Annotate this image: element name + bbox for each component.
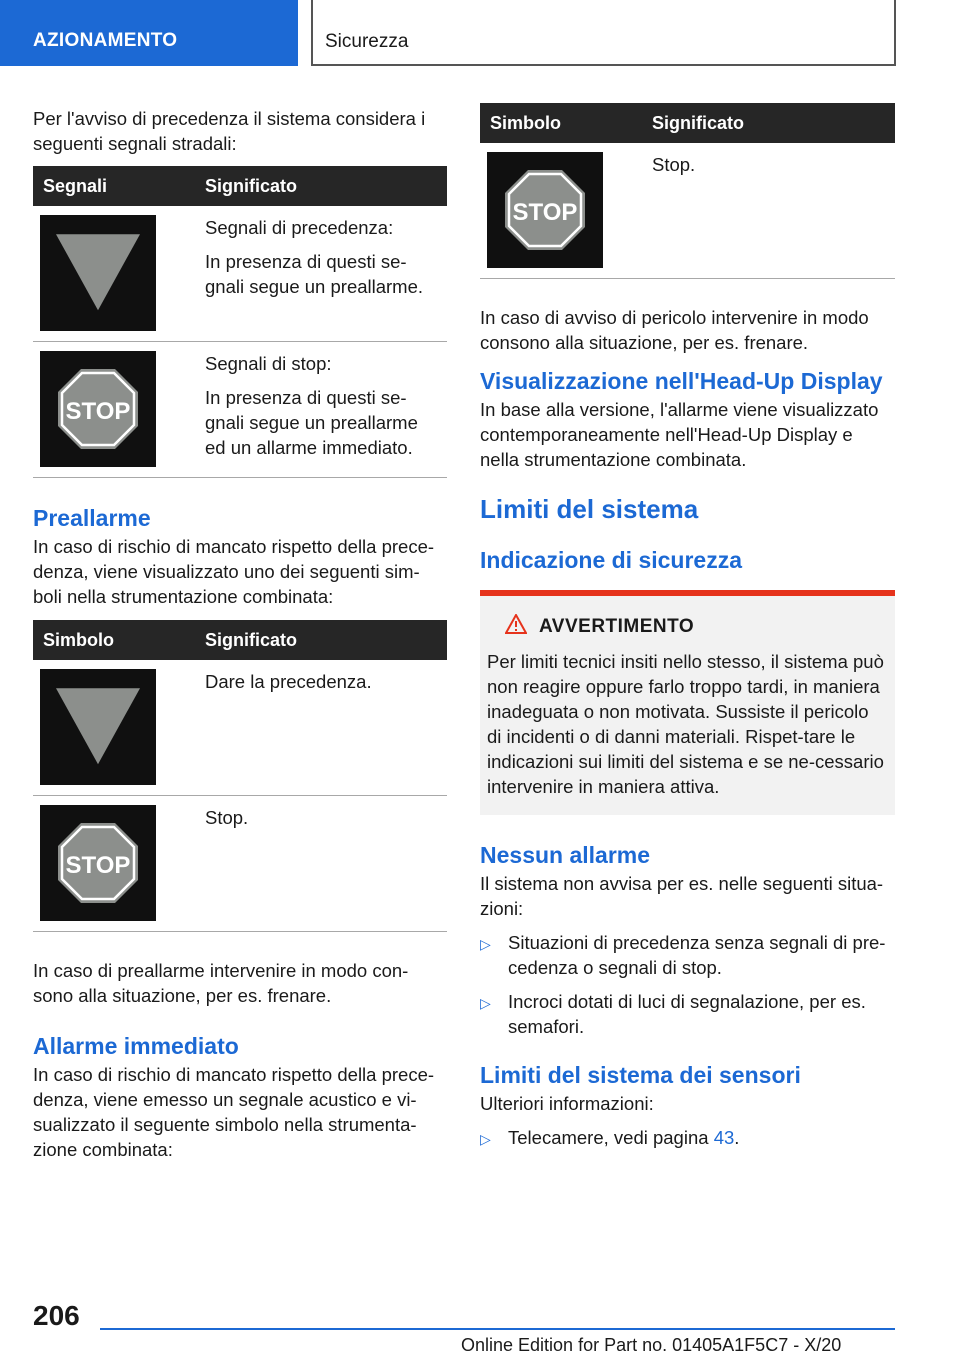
yield-sign-icon <box>40 669 156 785</box>
column-header-meaning: Significato <box>205 629 298 650</box>
warning-triangle-icon <box>505 614 527 639</box>
prealarm-heading: Preallarme <box>33 505 151 531</box>
row-text: ed un allarme immediato. <box>205 437 413 458</box>
bullet-triangle-icon: ▷ <box>480 995 491 1011</box>
page-link[interactable]: 43 <box>713 1127 735 1148</box>
chapter-title: Sicurezza <box>325 31 409 52</box>
chapter-tab <box>311 0 896 66</box>
no-alarm-heading: Nessun allarme <box>480 842 651 868</box>
column-header-meaning: Significato <box>205 175 298 196</box>
intro-text: Per l'avviso di precedenza il sistema considera i seguenti segnali stradali: <box>33 108 426 154</box>
table-header <box>480 103 895 143</box>
stop-sign-icon <box>40 805 156 921</box>
hud-text: In base alla versione, l'allarme viene visualizzato contemporaneamente nell'Head-Up Display e nella strumentazione combinata. <box>480 399 879 470</box>
table-header <box>33 620 447 660</box>
signs-table <box>33 166 447 478</box>
table-row <box>33 796 447 932</box>
row-text: Segnali di stop: <box>205 353 332 374</box>
warning-text: Per limiti tecnici insiti nello stesso, il sistema può non reagire oppure farlo troppo tardi, in maniera inadeguata o non motivata. Sussiste il pericolo di incidenti o di danni materiali. Rispet-tare le indicazioni sui limiti del sistema e se ne-cessario intervenire in maniera attiva. <box>487 651 884 797</box>
stop-sign-icon <box>40 351 156 467</box>
column-header-symbol: Simbolo <box>43 629 114 650</box>
svg-text:STOP: STOP <box>65 852 131 879</box>
section-tab <box>0 0 298 66</box>
bullet-triangle-icon: ▷ <box>480 1131 491 1147</box>
limits-heading: Limiti del sistema <box>480 494 699 524</box>
row-text: Stop. <box>652 154 696 175</box>
row-text: Segnali di precedenza: <box>205 217 394 238</box>
row-text: In presenza di questi se- <box>205 387 407 408</box>
immediate-alarm-text: In caso di rischio di mancato rispetto della prece-denza, viene emesso un segnale acustico e vi-sualizzato il seguente simbolo nella strumenta-zione combinata: <box>33 1064 435 1160</box>
no-alarm-list <box>480 930 895 1039</box>
footer-edition: Online Edition for Part no. 01405A1F5C7 - X/20 <box>461 1335 842 1355</box>
danger-action-text: In caso di avviso di pericolo intervenire in modo consono alla situazione, per es. frenare. <box>480 307 869 353</box>
sensor-limits-heading: Limiti del sistema dei sensori <box>480 1062 801 1088</box>
row-text: Dare la precedenza. <box>205 671 372 692</box>
bullet-triangle-icon: ▷ <box>480 936 491 952</box>
prealarm-symbols-table <box>33 620 447 932</box>
warning-box <box>480 590 895 815</box>
warning-title: AVVERTIMENTO <box>539 615 695 637</box>
list-item: ▷ Situazioni di precedenza senza segnali di pre-cedenza o segnali di stop. <box>480 932 886 978</box>
sensor-text: Ulteriori informazioni: <box>480 1093 654 1114</box>
yield-sign-icon <box>40 215 156 331</box>
table-row <box>480 143 895 279</box>
row-text: gnali segue un preallarme. <box>205 276 424 297</box>
hud-heading: Visualizzazione nell'Head-Up Display <box>480 368 883 394</box>
svg-text:STOP: STOP <box>512 199 578 226</box>
right-column <box>480 103 895 1152</box>
page-number: 206 <box>33 1300 80 1331</box>
svg-text:STOP: STOP <box>65 398 131 425</box>
column-header-symbol: Simbolo <box>490 112 561 133</box>
table-row <box>33 660 447 796</box>
safety-heading: Indicazione di sicurezza <box>480 547 743 573</box>
table-row <box>33 342 447 478</box>
prealarm-action-text: In caso di preallarme intervenire in modo con-sono alla situazione, per es. frenare. <box>33 960 409 1006</box>
table-header <box>33 166 447 206</box>
stop-sign-icon <box>487 152 603 268</box>
column-header-signs: Segnali <box>43 175 108 196</box>
sensor-list <box>480 1125 895 1152</box>
immediate-alarm-heading: Allarme immediato <box>33 1033 239 1059</box>
row-text: gnali segue un preallarme <box>205 412 418 433</box>
section-title: AZIONAMENTO <box>33 30 178 51</box>
table-row <box>33 206 447 342</box>
row-text: In presenza di questi se- <box>205 251 407 272</box>
row-text: Stop. <box>205 807 249 828</box>
list-item: ▷ Incroci dotati di luci di segnalazione, per es. semafori. <box>480 991 866 1037</box>
footer-divider <box>100 1328 895 1330</box>
prealarm-text: In caso di rischio di mancato rispetto della prece-denza, viene visualizzato uno dei seguenti sim-boli nella strumentazione combinata: <box>33 536 435 607</box>
column-header-meaning: Significato <box>652 112 745 133</box>
list-item: ▷ Telecamere, vedi pagina 43. <box>480 1125 895 1152</box>
immediate-symbols-table <box>480 103 895 279</box>
left-column <box>33 100 447 1162</box>
no-alarm-text: Il sistema non avvisa per es. nelle seguenti situa-zioni: <box>480 873 884 919</box>
